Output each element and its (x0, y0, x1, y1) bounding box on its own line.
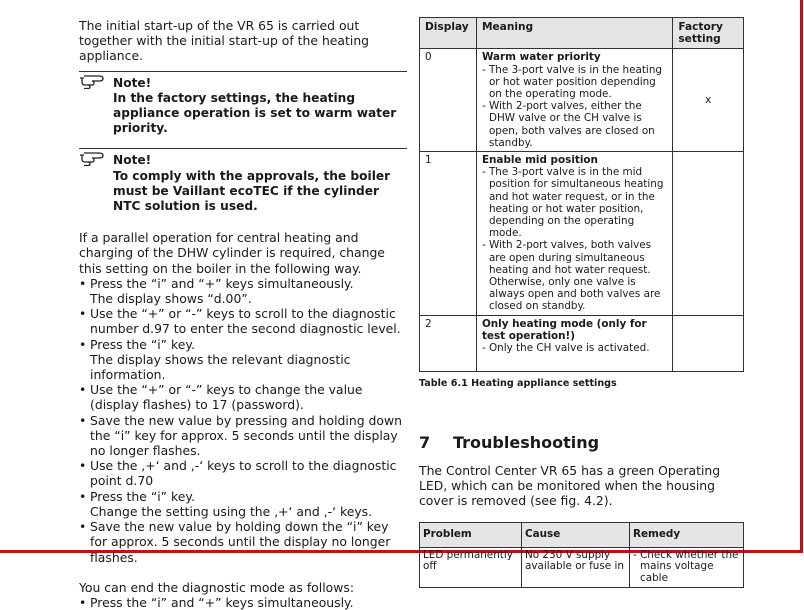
table-row (420, 152, 744, 316)
note2-text: To comply with the approvals, the boiler must be Vaillant ecoTEC if the cylinder NTC solution is used. (113, 168, 391, 214)
note1-text: In the factory settings, the heating appliance operation is set to warm water priority. (113, 90, 397, 136)
meaning-cell (476, 315, 672, 371)
end-diagnostic-text: You can end the diagnostic mode as follows: (79, 579, 354, 595)
step-list (79, 276, 407, 565)
meaning-line: - With 2-port valves, both valves are open during simultaneous heating and hot water request. Otherwise, only one valve is always open and both valves are closed on standby. (482, 239, 667, 312)
meaning-title: Only heating mode (only for test operation!) (481, 317, 647, 342)
cause-cell: No 230 V supply available or fuse in (522, 547, 630, 587)
end-step-item: • Press the “i” and “+” keys simultaneously. (79, 595, 407, 610)
meaning-line: - The 3-port valve is in the mid position for simultaneous heating and hot water request, or in the heating or hot water position, depending on the operating mode. (482, 166, 667, 239)
note2-title: Note! (113, 153, 152, 168)
meaning-title: Warm water priority (481, 51, 601, 64)
meaning-line: - With 2-port valves, either the DHW valve or the CH valve is open, both valves are closed on standby. (482, 100, 667, 149)
section-text: The Control Center VR 65 has a green Operating LED, which can be monitored when the housing cover is removed (see fig. 4.2). (419, 462, 721, 509)
step-item: • Use the ,+‘ and ,-‘ keys to scroll to the diagnostic point d.70 (79, 458, 407, 488)
left-column (79, 18, 407, 610)
remedy-line: - Check whether the mains voltage cable (633, 550, 740, 585)
note-box-1 (79, 71, 407, 143)
col-header-remedy: Remedy (630, 523, 744, 548)
factory-setting-cell (673, 152, 744, 316)
parallel-operation-text: If a parallel operation for central heating and charging of the DHW cylinder is required, change this setting on the boiler in the following way. (79, 230, 385, 276)
intro-text: The initial start-up of the VR 65 is carried out together with the initial start-up of the heating appliance. (79, 18, 370, 64)
remedy-cell (630, 547, 744, 587)
col-header-display: Display (420, 18, 477, 49)
meaning-title: Enable mid position (481, 154, 598, 167)
note-box-2 (79, 148, 407, 220)
pointing-hand-icon (79, 73, 105, 89)
right-column (419, 0, 749, 588)
section-number: 7 (419, 432, 431, 452)
table-caption: Table 6.1 Heating appliance settings (419, 377, 617, 389)
col-header-cause: Cause (522, 523, 630, 548)
step-item: • Use the “+” or “-” keys to scroll to the diagnostic number d.97 to enter the second diagnostic level. (79, 306, 407, 336)
col-header-meaning: Meaning (476, 18, 672, 49)
section-title: Troubleshooting (453, 432, 600, 452)
troubleshooting-table (419, 522, 744, 587)
meaning-cell (476, 152, 672, 316)
display-value: 2 (420, 315, 477, 371)
factory-setting-cell (673, 315, 744, 371)
col-header-problem: Problem (420, 523, 522, 548)
table-row (420, 547, 744, 587)
table-row (420, 49, 744, 152)
table-row (420, 315, 744, 371)
col-header-factory: Factory setting (673, 18, 744, 49)
meaning-line: - The 3-port valve is in the heating or hot water position depending on the operating mode. (482, 64, 667, 101)
settings-header-row (420, 18, 744, 49)
pointing-hand-icon (79, 150, 105, 166)
troubleshooting-header-row (420, 523, 744, 548)
settings-table (419, 17, 744, 372)
meaning-line: - Only the CH valve is activated. (482, 342, 667, 354)
step-item: • Press the “i” key. The display shows the relevant diagnostic information. (79, 337, 407, 383)
step-item: • Save the new value by holding down the “i” key for approx. 5 seconds until the display no longer flashes. (79, 519, 407, 565)
step-item: • Use the “+” or “-” keys to change the value (display flashes) to 17 (password). (79, 382, 407, 412)
section-heading (419, 433, 749, 452)
note1-title: Note! (113, 75, 152, 90)
problem-cell: LED permanently off (420, 547, 522, 587)
meaning-cell (476, 49, 672, 152)
display-value: 1 (420, 152, 477, 316)
step-item: • Press the “i” key. Change the setting using the ,+‘ and ,-‘ keys. (79, 489, 407, 519)
step-item: • Save the new value by pressing and holding down the “i” key for approx. 5 seconds until the display no longer flashes. (79, 413, 407, 459)
display-value: 0 (420, 49, 477, 152)
step-item: • Press the “i” and “+” keys simultaneously. The display shows “d.00”. (79, 276, 407, 306)
factory-setting-mark: x (673, 49, 744, 152)
